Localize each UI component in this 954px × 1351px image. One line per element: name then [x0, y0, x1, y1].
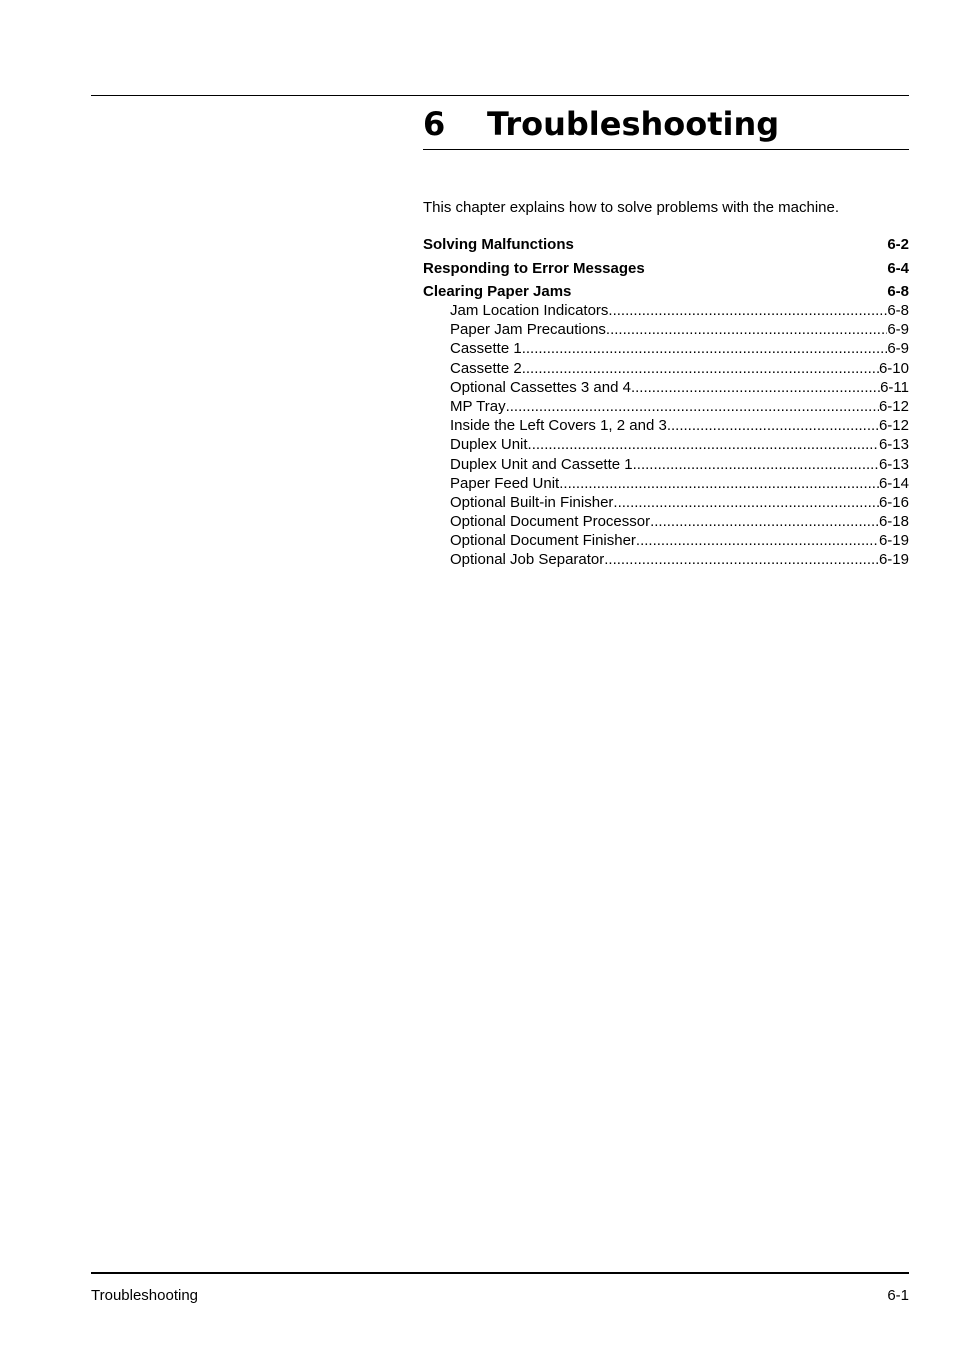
toc-subentry-label: Optional Document Finisher — [450, 532, 636, 550]
toc-subentry-label: Optional Cassettes 3 and 4 — [450, 378, 631, 396]
toc-subentry-page: 6-9 — [887, 340, 909, 358]
footer-rule — [91, 1272, 909, 1274]
footer-page-number: 6-1 — [887, 1287, 909, 1304]
chapter-title: Troubleshooting — [487, 105, 780, 143]
toc-entry-label: Responding to Error Messages — [423, 259, 645, 277]
toc-entry-solving-malfunctions[interactable] — [423, 236, 909, 254]
toc-entry-label: Clearing Paper Jams — [423, 283, 572, 300]
toc-entry-page: 6-8 — [887, 283, 909, 300]
toc-subentry-label: Cassette 1 — [450, 340, 522, 358]
toc-subentry-label: Duplex Unit — [450, 436, 528, 454]
toc-leader — [528, 435, 879, 454]
toc-subentry-label: Jam Location Indicators — [450, 302, 609, 319]
toc-leader — [506, 397, 879, 416]
toc-subentry[interactable] — [450, 435, 909, 454]
toc-leader — [613, 493, 879, 512]
toc-leader — [667, 416, 879, 435]
toc-subentry[interactable] — [450, 493, 909, 512]
toc-subentry-label: Inside the Left Covers 1, 2 and 3 — [450, 417, 667, 435]
toc-entry-page: 6-2 — [887, 236, 909, 253]
toc-subentry-label: Optional Document Processor — [450, 513, 651, 531]
toc-subentry-page: 6-16 — [878, 493, 909, 511]
toc-subentry-page: 6-12 — [878, 397, 909, 415]
toc-subentry-page: 6-19 — [878, 551, 909, 569]
toc-subentry-label: Optional Built-in Finisher — [450, 493, 614, 511]
toc-subentry[interactable] — [450, 550, 909, 569]
toc-subentry[interactable] — [450, 397, 909, 416]
toc-entry-clearing-paper-jams[interactable] — [423, 283, 909, 301]
toc-subentry[interactable] — [450, 531, 909, 550]
title-rule — [423, 149, 909, 150]
toc-subentry-page: 6-9 — [887, 321, 909, 339]
toc-subentry-label: Paper Feed Unit — [450, 474, 560, 492]
toc-leader — [633, 455, 879, 474]
toc-subentry[interactable] — [450, 320, 909, 339]
chapter-number: 6 — [423, 105, 446, 143]
toc-subentry[interactable] — [450, 339, 909, 358]
toc-leader — [636, 531, 879, 550]
toc-leader — [559, 474, 879, 493]
toc-entry-label: Solving Malfunctions — [423, 236, 574, 253]
toc-entry-responding-to-error-messages[interactable] — [423, 260, 909, 278]
toc-subentry[interactable] — [450, 359, 909, 378]
toc-subentry-page: 6-19 — [878, 532, 909, 550]
toc-subentry-page: 6-18 — [878, 513, 909, 531]
toc-subentry-page: 6-12 — [878, 417, 909, 435]
toc-subentry-label: Duplex Unit and Cassette 1 — [450, 455, 633, 473]
footer-section-title: Troubleshooting — [91, 1287, 199, 1304]
toc-leader — [608, 301, 887, 320]
toc-subentry-label: Paper Jam Precautions — [450, 321, 606, 339]
toc-subentry[interactable] — [450, 301, 909, 320]
toc-subentry[interactable] — [450, 455, 909, 474]
toc-leader — [606, 320, 887, 339]
chapter-intro: This chapter explains how to solve problems with the machine. — [423, 199, 840, 216]
toc-subentry-label: Optional Job Separator — [450, 551, 605, 569]
toc-subentry-label: MP Tray — [450, 397, 506, 415]
toc-leader — [631, 378, 880, 397]
toc-subentry-page: 6-13 — [878, 436, 909, 454]
toc-subentry[interactable] — [450, 378, 909, 397]
toc-subentry-page: 6-8 — [887, 302, 909, 319]
toc-subentry-page: 6-10 — [878, 359, 909, 377]
toc-subentry-page: 6-14 — [878, 474, 909, 492]
toc-leader — [522, 339, 888, 358]
toc-subentry[interactable] — [450, 512, 909, 531]
toc-leader — [604, 550, 879, 569]
toc-subentry[interactable] — [450, 474, 909, 493]
toc-leader — [522, 359, 879, 378]
table-of-contents — [423, 236, 909, 570]
toc-subentry-page: 6-13 — [878, 455, 909, 473]
header-rule — [91, 95, 909, 96]
toc-subentry-label: Cassette 2 — [450, 359, 522, 377]
toc-subentry-page: 6-11 — [880, 378, 909, 396]
toc-entry-page: 6-4 — [887, 259, 909, 277]
toc-subentry[interactable] — [450, 416, 909, 435]
chapter-heading — [423, 104, 909, 144]
toc-leader — [650, 512, 879, 531]
